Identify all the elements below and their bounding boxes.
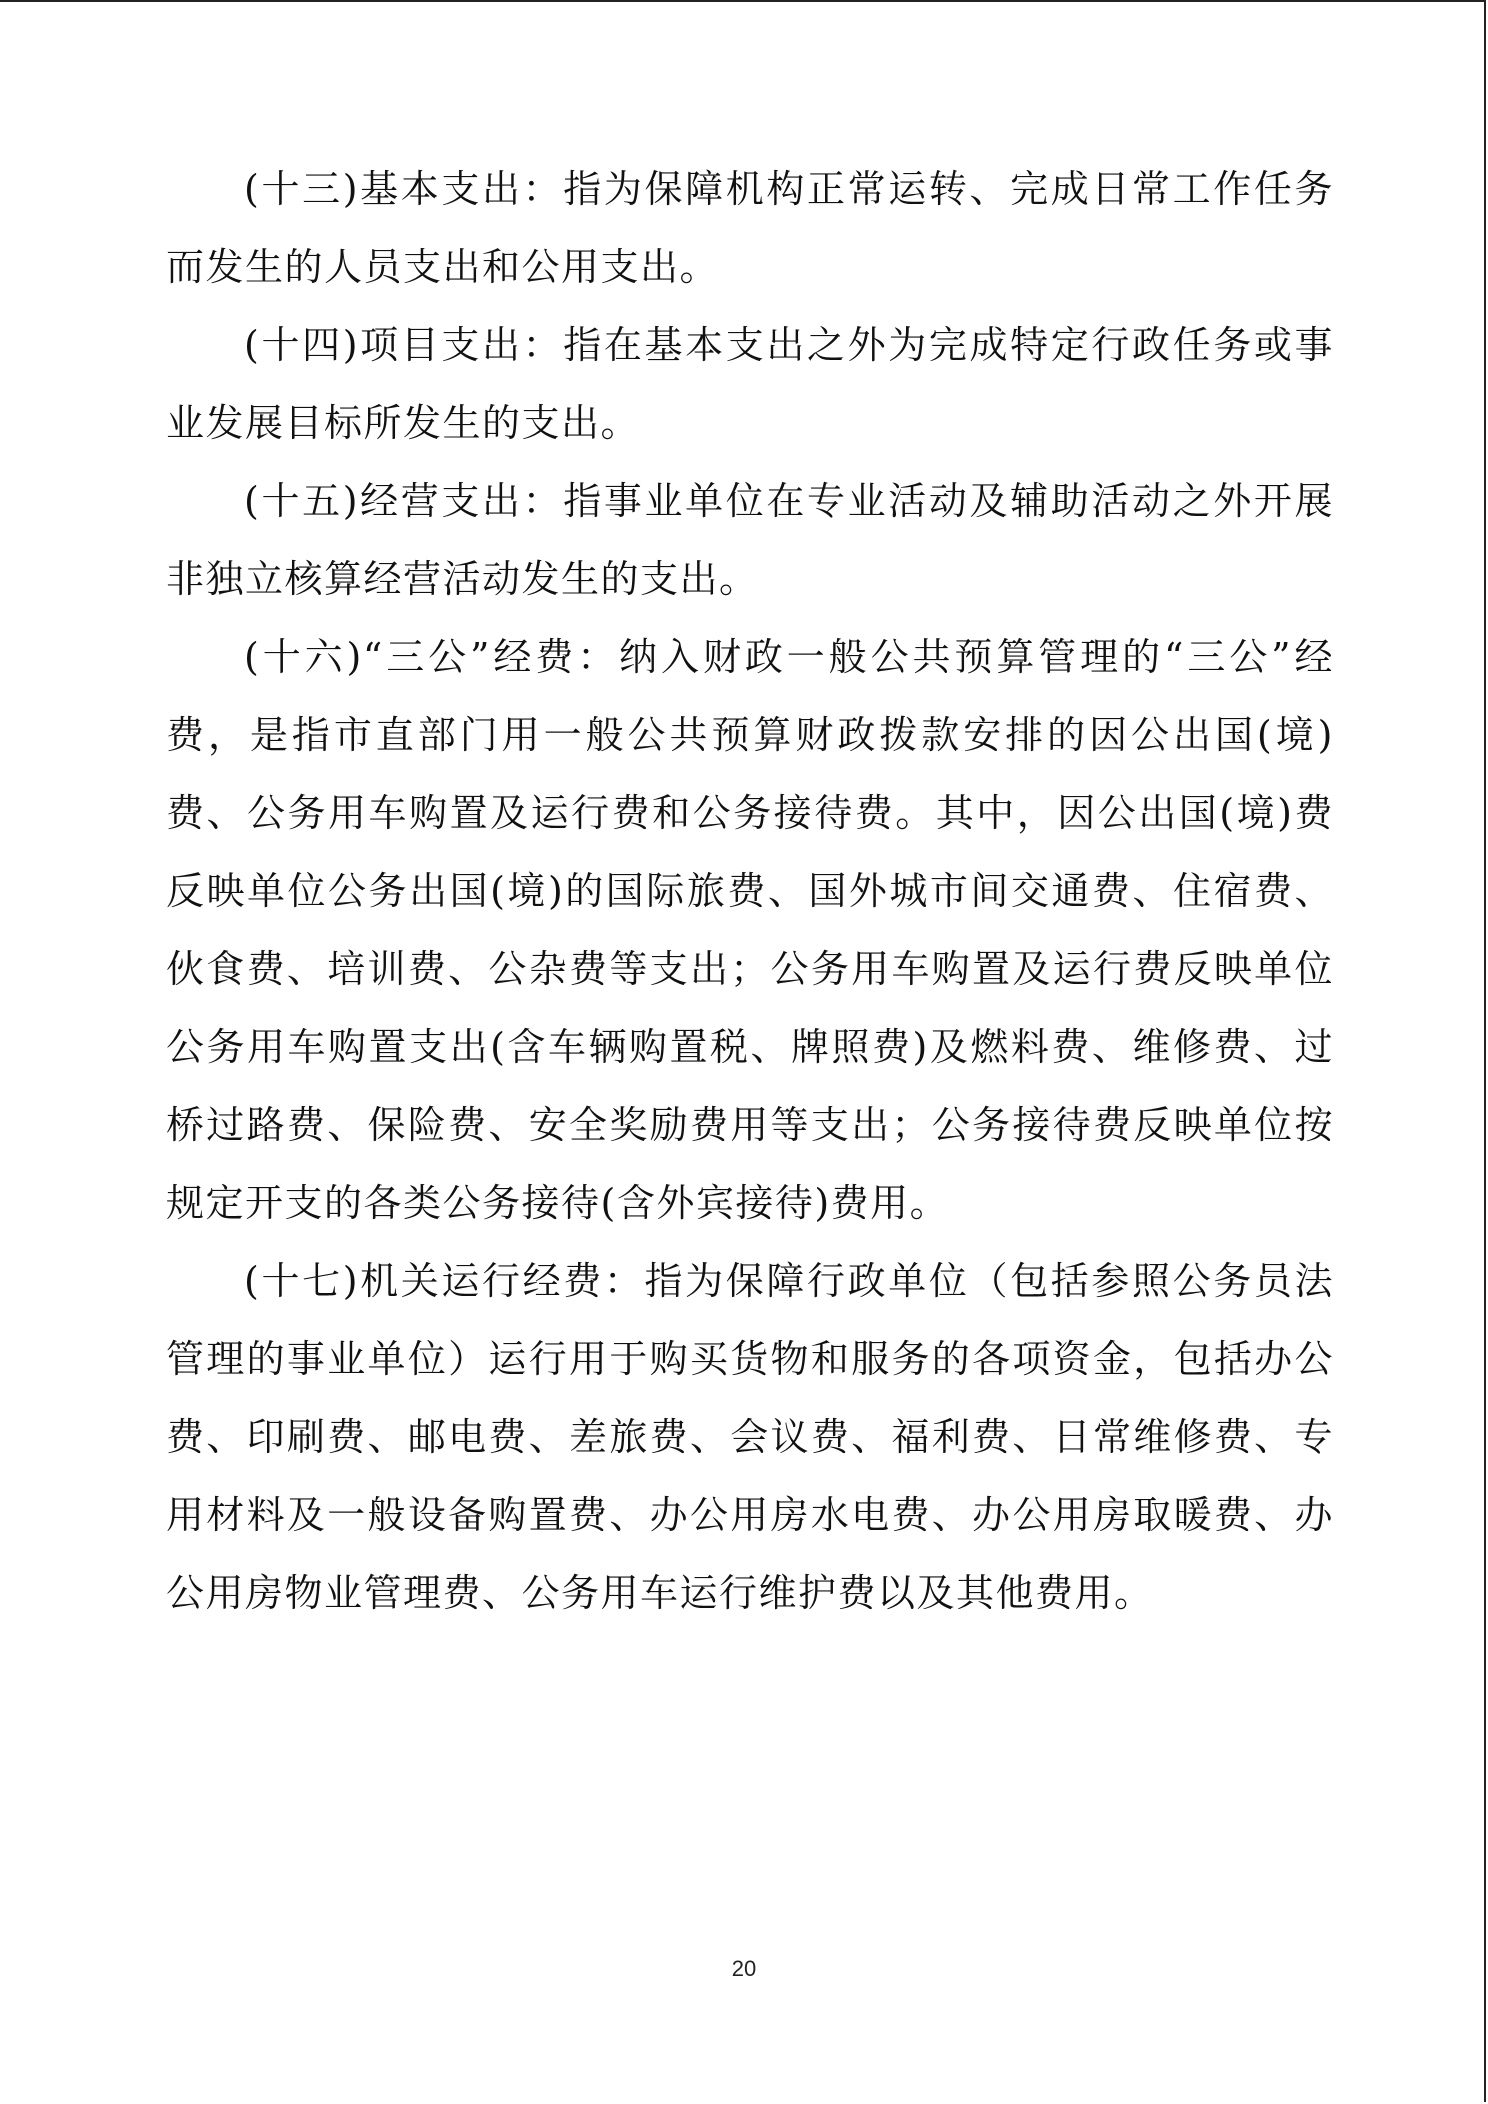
document-body — [166, 150, 1334, 1632]
page-number: 20 — [731, 1956, 757, 1981]
paragraph-agency-operating-expenses: (十七)机关运行经费：指为保障行政单位（包括参照公务员法管理的事业单位）运行用于购买货物和服务的各项资金，包括办公费、印刷费、邮电费、差旅费、会议费、福利费、日常维修费、专用材料及一般设备购置费、办公用房水电费、办公用房取暖费、办公用房物业管理费、公务用车运行维护费以及其他费用。 — [166, 1259, 1334, 1615]
paragraph-operating-expenditure: (十五)经营支出：指事业单位在专业活动及辅助活动之外开展非独立核算经营活动发生的支出。 — [166, 479, 1334, 601]
paragraph-basic-expenditure: (十三)基本支出：指为保障机构正常运转、完成日常工作任务而发生的人员支出和公用支出。 — [166, 167, 1334, 289]
paragraph-project-expenditure: (十四)项目支出：指在基本支出之外为完成特定行政任务或事业发展目标所发生的支出。 — [166, 323, 1334, 445]
paragraph-three-public-expenses: (十六)“三公”经费：纳入财政一般公共预算管理的“三公”经费，是指市直部门用一般公共预算财政拨款安排的因公出国(境)费、公务用车购置及运行费和公务接待费。其中，因公出国(境)费反映单位公务出国(境)的国际旅费、国外城市间交通费、住宿费、伙食费、培训费、公杂费等支出；公务用车购置及运行费反映单位公务用车购置支出(含车辆购置税、牌照费)及燃料费、维修费、过桥过路费、保险费、安全奖励费用等支出；公务接待费反映单位按规定开支的各类公务接待(含外宾接待)费用。 — [166, 635, 1334, 1225]
